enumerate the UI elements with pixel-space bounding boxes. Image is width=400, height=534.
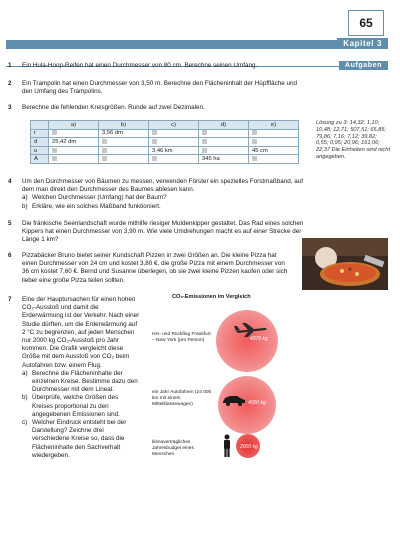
table-cell: 3,56 dm	[99, 129, 149, 138]
table-row	[31, 155, 299, 164]
table-row	[31, 146, 299, 155]
subtask-text: Welcher Eindruck entsteht bei der Darstellung? Zeichne drei verschiedene Kreise so, dass die Flächeninhalte den Sachverhalt wiedergeben.	[32, 419, 127, 459]
task-3	[8, 104, 308, 112]
blank-box	[202, 130, 207, 135]
task-number: 5	[8, 220, 12, 227]
row-label: r	[31, 129, 49, 138]
blank-box	[252, 139, 257, 144]
table-header: a)	[49, 121, 99, 130]
subtask-text: Berechne die Flächeninhalte der einzelnen Kreise. Bestimme dazu den Durchmesser mit dem Lineal.	[32, 369, 138, 394]
blank-box	[52, 156, 57, 161]
subtask-text: Welchen Durchmesser (Umfang) hat der Baum?	[32, 194, 167, 202]
table-header: c)	[149, 121, 199, 130]
car-icon	[222, 394, 246, 406]
table-header-row	[31, 121, 299, 130]
task-5	[8, 220, 308, 245]
task-2	[8, 80, 308, 96]
task-number: 1	[8, 62, 12, 69]
subtask-b	[22, 203, 308, 211]
solution-note: Lösung zu 3: 14,32; 1,10; 10,48; 12,71; 507,51; 65,85; 79,86; 7,16; 7,12; 39,82; 0,55; 0,95; 20,96; 161,06; 22,37 Die Einheiten sind nicht angegeben.	[316, 120, 391, 160]
table-cell: 345 ha	[199, 155, 249, 164]
subtask-text: Überprüfe, welche Größen des Kreises proportional zu den angegebenen Emissionen sind.	[32, 394, 120, 418]
subtask-label: b)	[22, 202, 28, 210]
blank-box	[202, 139, 207, 144]
page-number: 65	[348, 10, 384, 36]
chapter-label: Kapitel 3	[337, 38, 388, 49]
task-text: Ein Hula-Hoop-Reifen hat einen Durchmesser von 80 cm. Berechne seinen Umfang.	[22, 62, 258, 69]
blank-box	[52, 130, 57, 135]
pizza-photo	[302, 238, 388, 290]
emission-circle	[216, 310, 278, 372]
co2-infographic	[152, 294, 382, 470]
item-label: ein Jahr Autofahren (24 000 km mit einem Mittelklassewagen)	[152, 390, 212, 407]
task-text: Ein Trampolin hat einen Durchmesser von 3,50 m. Berechne den Flächeninhalt der Hüpffläche und den Umfang des Trampolins.	[22, 80, 298, 96]
blank-box	[152, 130, 157, 135]
task-1	[8, 62, 308, 70]
subtask-a	[22, 194, 308, 202]
row-label: A	[31, 155, 49, 164]
emission-value: 4370 kg	[250, 336, 268, 342]
airplane-icon	[234, 322, 268, 338]
emission-value: 2000 kg	[240, 444, 258, 450]
task-number: 4	[8, 178, 12, 185]
subtask-label: c)	[22, 419, 28, 427]
task-number: 6	[8, 252, 12, 259]
blank-box	[252, 156, 257, 161]
table-cell: 45 cm	[249, 146, 299, 155]
task-number: 7	[8, 296, 12, 303]
blank-box	[252, 130, 257, 135]
task-6	[8, 252, 292, 285]
item-label: Hin- und Rückflug Frankfurt – New York (pro Person)	[152, 332, 211, 343]
subtask-text: Erkläre, wie ein solches Maßband funktioniert.	[32, 202, 161, 210]
table-header: e)	[249, 121, 299, 130]
blank-box	[152, 139, 157, 144]
table-header	[31, 121, 49, 130]
subtask-b	[22, 394, 140, 419]
subtask-c	[22, 419, 140, 460]
section-label: Aufgaben	[339, 61, 388, 70]
task-number: 2	[8, 80, 12, 87]
task-text: Die fränkische Seenlandschaft wurde mithilfe riesiger Muldenkipper gestaltet. Das Rad eines solchen Kippers hat einen Durchmesser von 3,90 m. Wie viele Umdrehungen macht es auf einer Strecke der Länge 1 km?	[22, 220, 304, 244]
task-text: Berechne die fehlenden Kreisgrößen. Runde auf zwei Dezimalen.	[22, 104, 205, 111]
subtask-label: a)	[22, 194, 28, 202]
task-number: 3	[8, 104, 12, 111]
subtask-label: b)	[22, 394, 28, 402]
task-text: Um den Durchmesser von Bäumen zu messen, verwenden Förster ein spezielles Forstmaßband, auf dem man direkt den Durchmesser des Baumes ablesen kann.	[22, 178, 304, 194]
task-4	[8, 178, 308, 211]
task-text: Pizzabäcker Bruno bietet seiner Kundschaft Pizzen in zwei Größen an. Die kleine Pizza hat einen Durchmesser von 24 cm und kostet 3,80 €, die große Pizza mit einem Durchmesser von 36 cm kostet 7,60 €. Bernd und Susanne überlegen, ob sie zwei kleine Pizzen kaufen oder sich lieber eine große Pizza teilen sollten.	[22, 252, 288, 284]
blank-box	[52, 148, 57, 153]
table-cell: 3,46 km	[149, 146, 199, 155]
task-7	[8, 296, 140, 460]
table-cell: 25,42 dm	[49, 138, 99, 147]
table-row	[31, 138, 299, 147]
infographic-title: CO₂-Emissionen im Vergleich	[172, 294, 251, 300]
table-header: d)	[199, 121, 249, 130]
blank-box	[102, 139, 107, 144]
blank-box	[152, 156, 157, 161]
table-row	[31, 129, 299, 138]
circle-table	[30, 120, 299, 164]
blank-box	[202, 148, 207, 153]
task-text: Eine der Hauptursachen für einen hohen CO₂-Ausstoß und damit die Erderwärmung ist der Verkehr. Nach einer Studie dürften, um die Erderwärmung auf 2 °C zu begrenzen, auf jeden Menschen nur 2000 kg CO₂-Ausstoß pro Jahr kommen. Die Grafik vergleicht diese Größe mit dem Ausstoß von CO₂ beim Autofahren bzw. einem Flug.	[22, 296, 140, 369]
blank-box	[102, 148, 107, 153]
chapter-bar	[6, 40, 388, 49]
emission-value: 4000 kg	[248, 400, 266, 406]
row-label: d	[31, 138, 49, 147]
subtask-label: a)	[22, 369, 28, 377]
person-icon	[222, 434, 232, 458]
row-label: u	[31, 146, 49, 155]
blank-box	[102, 156, 107, 161]
item-label: klimaverträgliches Jahresbudget eines Menschen	[152, 440, 194, 457]
subtask-a	[22, 370, 140, 395]
table-header: b)	[99, 121, 149, 130]
